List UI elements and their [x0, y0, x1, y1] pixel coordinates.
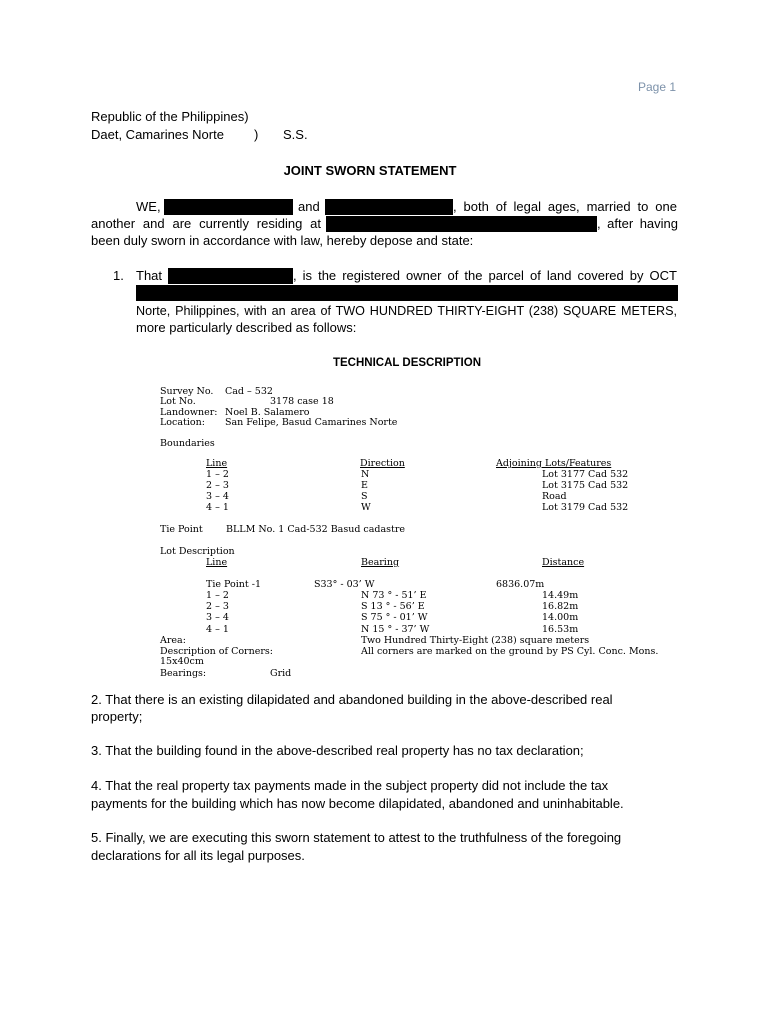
table-cell: E: [361, 480, 368, 491]
paragraph-line: payments for the building which has now become dilapidated, abandoned and uninhabitable.: [91, 796, 624, 811]
table-cell: 2 – 3: [206, 601, 229, 612]
field-value: San Felipe, Basud Camarines Norte: [225, 417, 398, 428]
table-cell: Lot 3177 Cad 532: [542, 469, 629, 480]
paragraph-line: 4. That the real property tax payments made in the subject property did not include the tax: [91, 778, 609, 793]
table-header-cell: Distance: [542, 557, 585, 568]
redaction-box: [164, 199, 293, 215]
field-label: Survey No.: [160, 386, 214, 397]
paragraph-line: 2. That there is an existing dilapidated and abandoned building in the above-described real: [91, 692, 613, 707]
intro-text: WE,: [136, 199, 161, 214]
table-cell: S 13 ° - 56’ E: [361, 601, 425, 612]
field-label: Tie Point: [160, 524, 203, 535]
field-value: Grid: [270, 668, 292, 679]
table-cell: 1 – 2: [206, 469, 229, 480]
field-value: Noel B. Salamero: [225, 407, 310, 418]
table-cell: 3 – 4: [206, 491, 229, 502]
item-text: , is the registered owner of the parcel of land covered by OCT: [293, 268, 677, 283]
field-value: Two Hundred Thirty-Eight (238) square meters: [361, 635, 590, 646]
item-text: That: [136, 268, 163, 283]
field-label: Description of Corners:: [160, 646, 273, 657]
field-value: BLLM No. 1 Cad-532 Basud cadastre: [226, 524, 406, 535]
section-label: Lot Description: [160, 546, 235, 557]
paragraph-line: 5. Finally, we are executing this sworn statement to attest to the truthfulness of the foregoing: [91, 830, 622, 845]
table-cell: S33° - 03’ W: [314, 579, 375, 590]
document-title: JOINT SWORN STATEMENT: [283, 163, 457, 178]
table-cell: Road: [542, 491, 567, 502]
redaction-box: [136, 285, 678, 301]
redaction-box: [325, 199, 453, 215]
table-header-cell: Adjoining Lots/Features: [496, 458, 612, 469]
intro-text: been duly sworn in accordance with law, hereby depose and state:: [91, 233, 474, 248]
field-value: 15x40cm: [160, 656, 204, 667]
table-cell: S 75 ° - 01’ W: [361, 612, 428, 623]
section-label: Boundaries: [160, 438, 215, 449]
tech-heading: TECHNICAL DESCRIPTION: [332, 357, 482, 369]
intro-text: another and are currently residing at: [91, 216, 321, 231]
table-cell: Lot 3179 Cad 532: [542, 502, 629, 513]
table-header-cell: Direction: [360, 458, 405, 469]
field-label: Landowner:: [160, 407, 218, 418]
item-text: Norte, Philippines, with an area of TWO HUNDRED THIRTY-EIGHT (238) SQUARE METERS,: [136, 304, 677, 318]
item-text: more particularly described as follows:: [136, 320, 357, 335]
table-cell: 16.53m: [542, 624, 579, 635]
table-cell: 4 – 1: [206, 624, 229, 635]
field-value: All corners are marked on the ground by PS Cyl. Conc. Mons.: [361, 646, 659, 657]
intro-text: , both of legal ages, married to one: [453, 199, 677, 214]
table-cell: 14.00m: [542, 612, 579, 623]
table-cell: 14.49m: [542, 590, 579, 601]
paragraph-line: declarations for all its legal purposes.: [91, 848, 305, 863]
field-value: 3178 case 18: [270, 396, 334, 407]
redaction-box: [168, 268, 293, 284]
field-value: Cad – 532: [225, 386, 273, 397]
table-cell: W: [361, 502, 371, 513]
intro-text: , after having: [597, 216, 678, 231]
paragraph-line: property;: [91, 709, 143, 724]
table-header-cell: Bearing: [361, 557, 400, 568]
table-header-cell: Line: [206, 557, 228, 568]
field-label: Location:: [160, 417, 205, 428]
redaction-box: [326, 216, 597, 232]
field-label: Bearings:: [160, 668, 207, 679]
page-number: Page 1: [638, 80, 677, 94]
table-cell: Tie Point -1: [206, 579, 261, 590]
venue-country: Republic of the Philippines): [91, 109, 249, 124]
table-cell: 1 – 2: [206, 590, 229, 601]
field-label: Lot No.: [160, 396, 196, 407]
table-cell: N 73 ° - 51’ E: [361, 590, 427, 601]
venue-place: Daet, Camarines Norte: [91, 127, 224, 142]
table-cell: 6836.07m: [496, 579, 545, 590]
venue-paren: ): [254, 127, 259, 142]
table-cell: 16.82m: [542, 601, 579, 612]
table-cell: N: [361, 469, 370, 480]
table-header-cell: Line: [206, 458, 228, 469]
table-cell: 3 – 4: [206, 612, 229, 623]
table-cell: Lot 3175 Cad 532: [542, 480, 629, 491]
table-cell: 4 – 1: [206, 502, 229, 513]
table-cell: S: [361, 491, 368, 502]
venue-ss: S.S.: [283, 127, 308, 142]
paragraph-line: 3. That the building found in the above-described real property has no tax declaration;: [91, 743, 584, 758]
list-number: 1.: [113, 268, 124, 283]
field-label: Area:: [160, 635, 186, 646]
table-cell: 2 – 3: [206, 480, 229, 491]
intro-text: and: [298, 199, 320, 214]
table-cell: N 15 ° - 37’ W: [361, 624, 430, 635]
